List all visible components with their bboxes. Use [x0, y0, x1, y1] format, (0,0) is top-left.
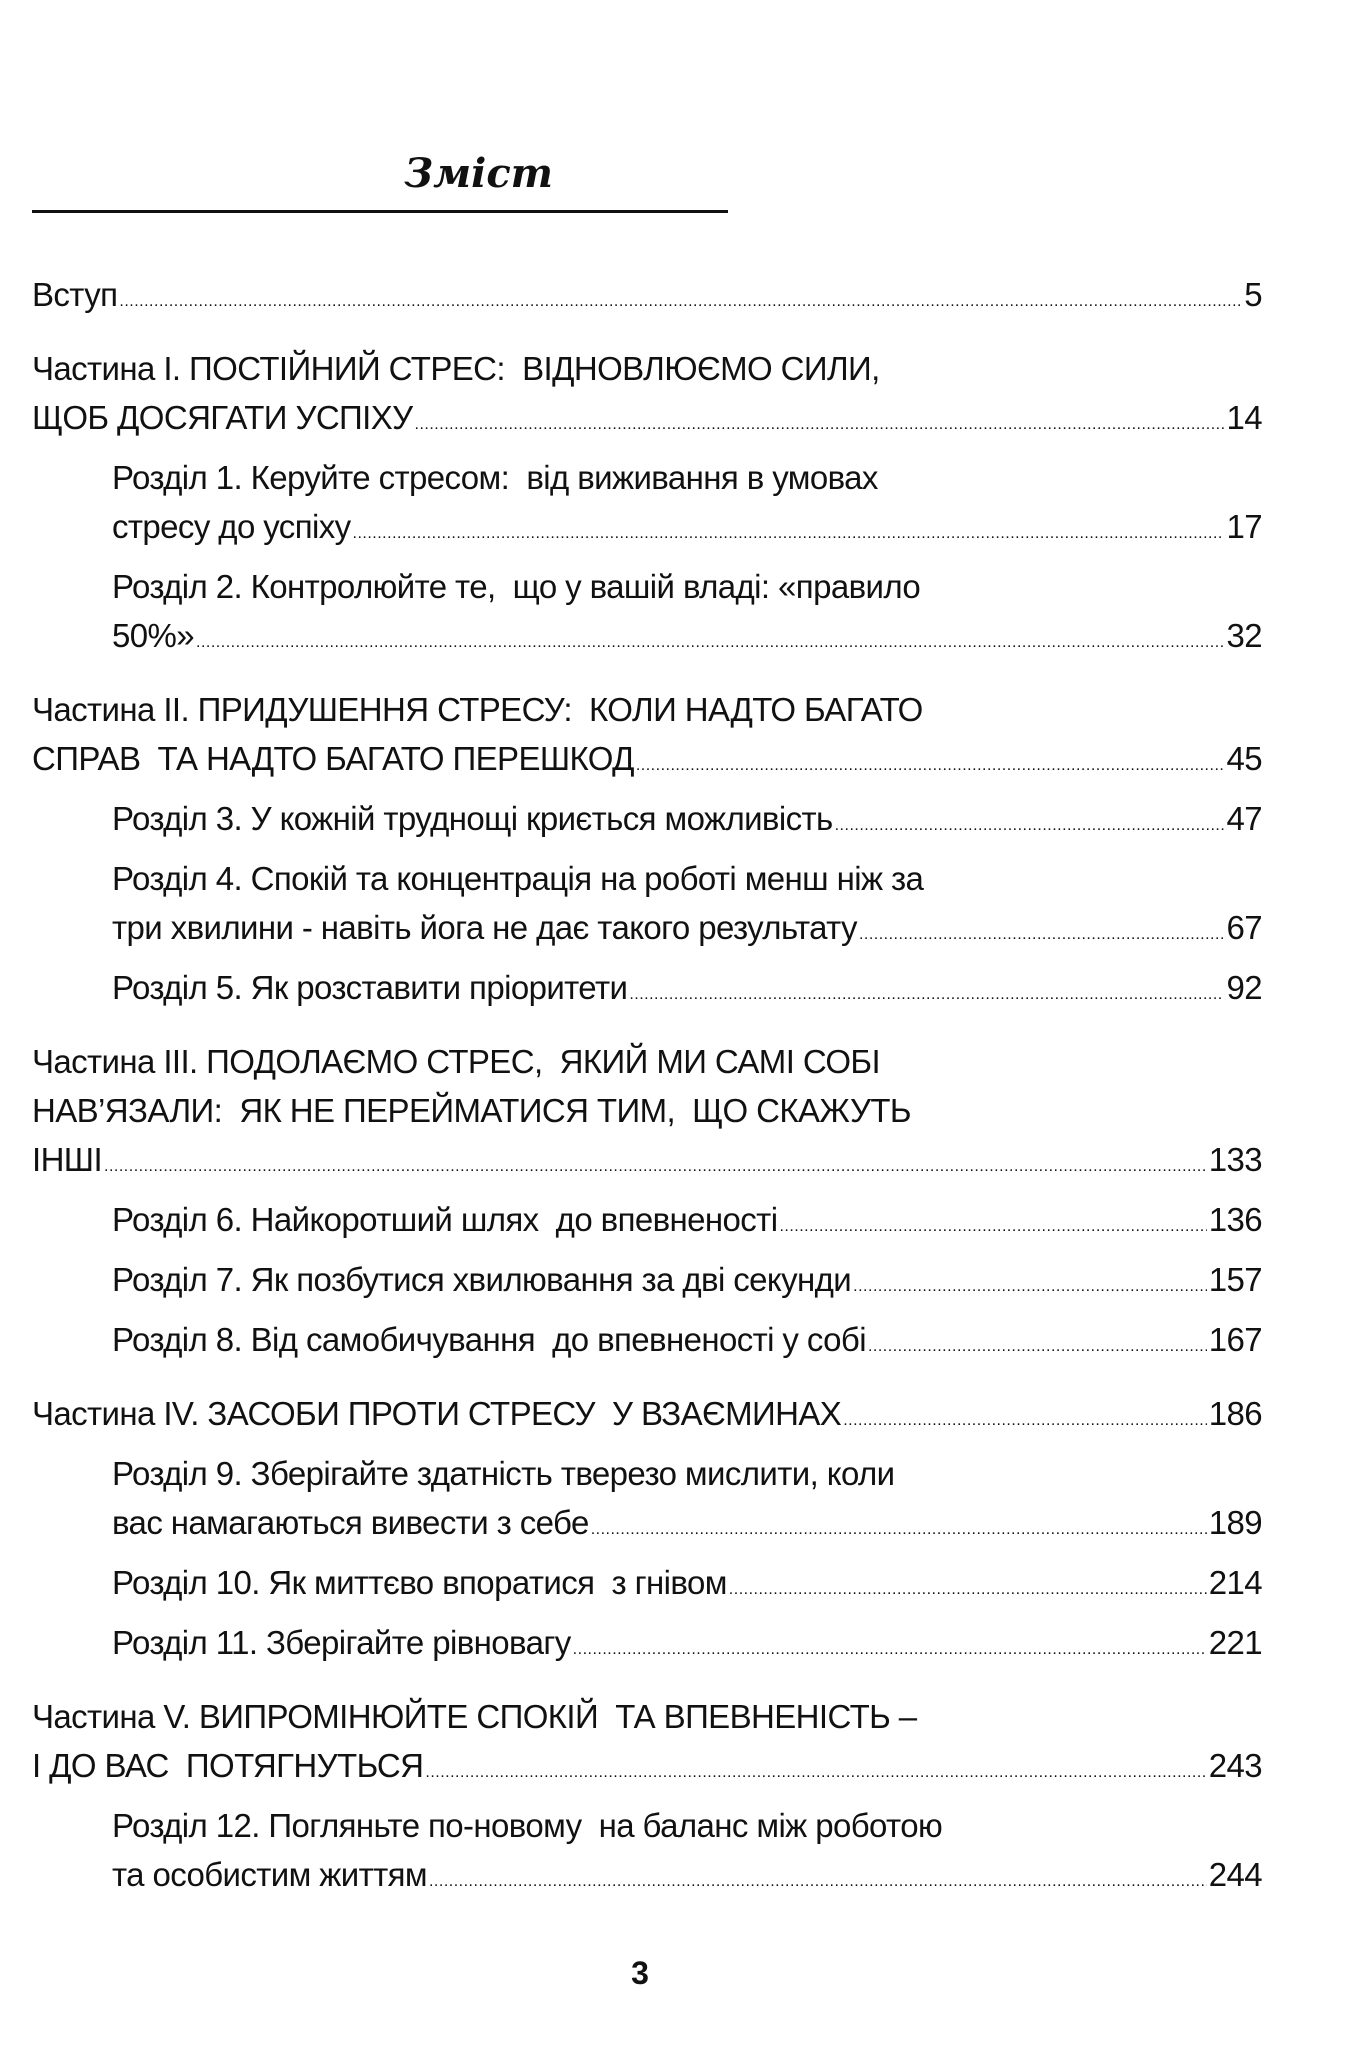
toc-entry-line — [112, 1850, 1262, 1899]
toc-chapter-entry[interactable] — [32, 1255, 1262, 1304]
dot-leader — [573, 1625, 1207, 1674]
toc-entry-title: Частина ІІ. ПРИДУШЕННЯ СТРЕСУ: КОЛИ НАДТО БАГАТО — [32, 691, 923, 728]
toc-entry-line — [112, 1558, 1262, 1607]
toc-entry-line — [32, 1389, 1262, 1438]
dot-leader — [843, 1396, 1207, 1445]
toc-entry-line — [32, 1086, 1262, 1135]
toc-page-number: 5 — [1244, 276, 1262, 313]
toc-entry-line — [32, 1135, 1262, 1184]
toc-entry-title: НАВ’ЯЗАЛИ: ЯК НЕ ПЕРЕЙМАТИСЯ ТИМ, ЩО СКАЖУТЬ — [32, 1092, 911, 1129]
dot-leader — [415, 400, 1225, 449]
dot-leader — [779, 1202, 1206, 1251]
dot-leader — [196, 618, 1224, 667]
dot-leader — [119, 277, 1242, 326]
toc-entry-line — [32, 344, 1262, 393]
toc-page-number: 47 — [1226, 800, 1262, 837]
toc-chapter-entry[interactable] — [32, 562, 1262, 660]
toc-part-entry[interactable] — [32, 685, 1262, 783]
toc-entry-line — [112, 794, 1262, 843]
toc-entry-title: та особистим життям — [112, 1856, 427, 1893]
toc-entry-title: ІНШІ — [32, 1141, 103, 1178]
toc-page-number: 32 — [1226, 617, 1262, 654]
toc-entry-line — [112, 1801, 1262, 1850]
toc-page-number: 157 — [1208, 1261, 1262, 1298]
toc-page-number: 45 — [1226, 740, 1262, 777]
toc-entry-line — [112, 1449, 1262, 1498]
toc-entry-title: Розділ 3. У кожній труднощі криється можливість — [112, 800, 833, 837]
table-of-contents — [32, 270, 1262, 1899]
toc-entry-title: ЩОБ ДОСЯГАТИ УСПІХУ — [32, 399, 413, 436]
page-title — [32, 150, 728, 197]
toc-part-entry[interactable] — [32, 270, 1262, 319]
toc-page-number: 189 — [1208, 1504, 1262, 1541]
toc-chapter-entry[interactable] — [32, 1315, 1262, 1364]
toc-entry-title: вас намагаються вивести з себе — [112, 1504, 589, 1541]
toc-entry-line — [32, 393, 1262, 442]
toc-entry-title: Розділ 1. Керуйте стресом: від виживання в умовах — [112, 459, 878, 496]
toc-entry-title: Частина V. ВИПРОМІНЮЙТЕ СПОКІЙ ТА ВПЕВНЕНІСТЬ – — [32, 1698, 917, 1735]
dot-leader — [636, 741, 1225, 790]
toc-chapter-entry[interactable] — [32, 453, 1262, 551]
toc-page-number: 186 — [1208, 1395, 1262, 1432]
toc-entry-line — [112, 1618, 1262, 1667]
toc-entry-line — [32, 685, 1262, 734]
toc-entry-line — [32, 1741, 1262, 1790]
toc-entry-line — [32, 1692, 1262, 1741]
toc-entry-title: Розділ 9. Зберігайте здатність тверезо мислити, коли — [112, 1455, 895, 1492]
toc-entry-line — [32, 734, 1262, 783]
toc-part-entry[interactable] — [32, 1389, 1262, 1438]
toc-entry-title: 50%» — [112, 617, 195, 654]
toc-entry-line — [112, 963, 1262, 1012]
dot-leader — [104, 1142, 1207, 1191]
toc-entry-line — [112, 502, 1262, 551]
dot-leader — [425, 1748, 1206, 1797]
dot-leader — [835, 801, 1225, 850]
dot-leader — [853, 1262, 1207, 1311]
toc-entry-title: Розділ 12. Погляньте по-новому на баланс між роботою — [112, 1807, 943, 1844]
toc-entry-title: Розділ 8. Від самобичування до впевненості у собі — [112, 1321, 866, 1358]
toc-entry-title: Розділ 6. Найкоротший шлях до впевненості — [112, 1201, 778, 1238]
toc-entry-line — [112, 611, 1262, 660]
dot-leader — [729, 1565, 1207, 1614]
toc-entry-title: І ДО ВАС ПОТЯГНУТЬСЯ — [32, 1747, 424, 1784]
toc-chapter-entry[interactable] — [32, 1801, 1262, 1899]
toc-part-entry[interactable] — [32, 1037, 1262, 1184]
toc-entry-line — [112, 1255, 1262, 1304]
toc-chapter-entry[interactable] — [32, 1195, 1262, 1244]
toc-entry-title: Вступ — [32, 276, 118, 313]
toc-entry-line — [112, 1195, 1262, 1244]
toc-entry-title: Розділ 7. Як позбутися хвилювання за дві секунди — [112, 1261, 852, 1298]
toc-chapter-entry[interactable] — [32, 1449, 1262, 1547]
toc-chapter-entry[interactable] — [32, 963, 1262, 1012]
toc-part-entry[interactable] — [32, 1692, 1262, 1790]
toc-entry-title: Частина ІІІ. ПОДОЛАЄМО СТРЕС, ЯКИЙ МИ САМІ СОБІ — [32, 1043, 881, 1080]
toc-entry-line — [112, 562, 1262, 611]
dot-leader — [859, 910, 1225, 959]
dot-leader — [429, 1857, 1207, 1906]
toc-entry-title: Розділ 10. Як миттєво впоратися з гнівом — [112, 1564, 727, 1601]
title-text: Зміст — [404, 150, 553, 197]
toc-entry-line — [112, 1498, 1262, 1547]
toc-entry-title: стресу до успіху — [112, 508, 351, 545]
page-number: 3 — [631, 1955, 649, 1991]
toc-entry-line — [112, 854, 1262, 903]
toc-page-number: 133 — [1208, 1141, 1262, 1178]
toc-entry-title: Розділ 2. Контролюйте те, що у вашій владі: «правило — [112, 568, 921, 605]
toc-page-number: 14 — [1226, 399, 1262, 436]
toc-page-number: 17 — [1226, 508, 1262, 545]
toc-entry-title: Розділ 4. Спокій та концентрація на роботі менш ніж за — [112, 860, 924, 897]
toc-page-number: 244 — [1208, 1856, 1262, 1893]
toc-page-number: 136 — [1208, 1201, 1262, 1238]
toc-entry-line — [112, 453, 1262, 502]
toc-page-number: 167 — [1208, 1321, 1262, 1358]
dot-leader — [353, 509, 1225, 558]
toc-chapter-entry[interactable] — [32, 1618, 1262, 1667]
toc-entry-title: Частина IV. ЗАСОБИ ПРОТИ СТРЕСУ У ВЗАЄМИНАХ — [32, 1395, 842, 1432]
toc-page-number: 67 — [1226, 909, 1262, 946]
toc-entry-title: Частина І. ПОСТІЙНИЙ СТРЕС: ВІДНОВЛЮЄМО СИЛИ, — [32, 350, 880, 387]
toc-chapter-entry[interactable] — [32, 794, 1262, 843]
toc-entry-title: Розділ 5. Як розставити пріоритети — [112, 969, 628, 1006]
toc-page-number: 221 — [1208, 1624, 1262, 1661]
toc-part-entry[interactable] — [32, 344, 1262, 442]
dot-leader — [868, 1322, 1207, 1371]
toc-chapter-entry[interactable] — [32, 1558, 1262, 1607]
toc-page-number: 92 — [1226, 969, 1262, 1006]
toc-chapter-entry[interactable] — [32, 854, 1262, 952]
toc-page-number: 214 — [1208, 1564, 1262, 1601]
toc-entry-line — [112, 903, 1262, 952]
toc-entry-title: СПРАВ ТА НАДТО БАГАТО ПЕРЕШКОД — [32, 740, 634, 777]
toc-entry-title: Розділ 11. Зберігайте рівновагу — [112, 1624, 571, 1661]
toc-entry-line — [32, 1037, 1262, 1086]
dot-leader — [629, 970, 1224, 1019]
dot-leader — [591, 1505, 1207, 1554]
toc-entry-line — [112, 1315, 1262, 1364]
toc-entry-line — [32, 270, 1262, 319]
title-underline — [32, 210, 728, 213]
toc-page-number: 243 — [1208, 1747, 1262, 1784]
toc-entry-title: три хвилини - навіть йога не дає такого результату — [112, 909, 857, 946]
